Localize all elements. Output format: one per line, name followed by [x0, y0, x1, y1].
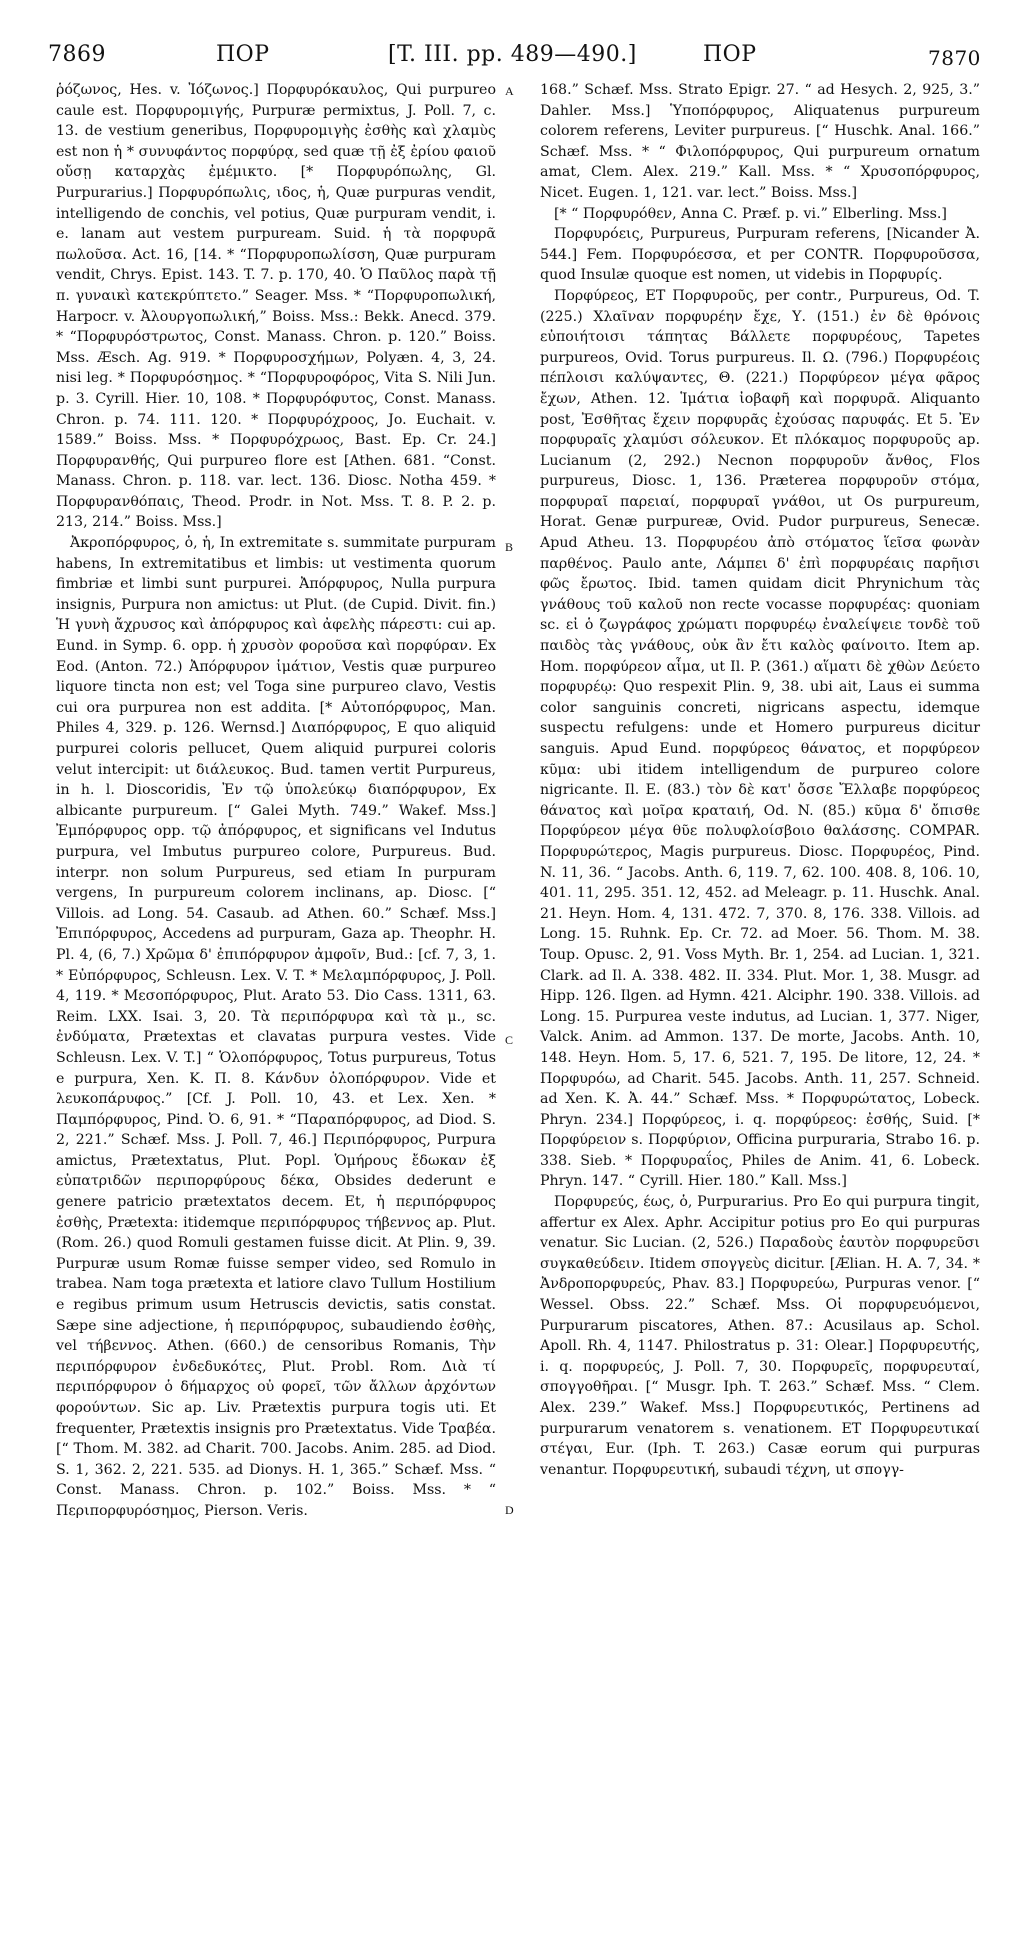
right-entry-porphyrothen: [* “ Πορφυρόθεν, Anna C. Præf. p. vi.” Elberling. Mss.]: [554, 205, 947, 222]
page-number-right: 7870: [928, 46, 981, 70]
right-entry-continuation: 168.” Schæf. Mss. Strato Epigr. 27. “ ad Hesych. 2, 925, 3.” Dahler. Mss.] Ὑποπόρφυρος, Aliquatenus purpureum colorem referens, Leviter purpureus. [“ Huschk. Anal. 166.” Schæf. Mss. * “ Φιλοπόρφυρος, Qui purpureum ornatum amat, Clem. Alex. 219.” Kall. Mss. * “ Χρυσοπόρφυρος, Nicet. Eugen. 1, 121. var. lect.” Boiss. Mss.]: [540, 82, 980, 201]
margin-letter-b: B: [505, 540, 514, 554]
right-column: [540, 80, 980, 1480]
running-header: [48, 42, 981, 76]
right-entry-porphyroeis: Πορφυρόεις, Purpureus, Purpuram referens, [Nicander Ἀ. 544.] Fem. Πορφυρόεσσα, et per CONTR. Πορφυροῦσσα, quod Insulæ quoque est nomen, ut videbis in Πορφυρίς.: [540, 226, 980, 284]
headword-right: ΠΟΡ: [703, 42, 757, 67]
volume-reference: [T. III. pp. 489—490.]: [388, 42, 637, 67]
page-number-left: 7869: [48, 42, 106, 67]
margin-letter-d: D: [505, 1503, 514, 1517]
margin-letter-c: C: [505, 1033, 514, 1047]
margin-letter-a: A: [505, 84, 514, 98]
left-column: [56, 80, 496, 1522]
left-entry-compounds: Ἀκροπόρφυρος, ὁ, ἡ, In extremitate s. summitate purpuram habens, In extremitatibus et limbis: ut vestimenta quorum fimbriæ et limbi sunt purpurei. Ἀπόρφυρος, Nulla purpura insignis, Purpura non amictus: ut Plut. (de Cupid. Divit. fin.) Ἡ γυνὴ ἄχρυσος καὶ ἀπόρφυρος καὶ ἀφελὴς πάρεστι: cui ap. Eund. in Symp. 6. opp. ἡ χρυσὸν φοροῦσα καὶ πορφύραν. Ex Eod. (Anton. 72.) Ἀπόρφυρον ἱμάτιον, Vestis quæ purpureo liquore tincta non est; vel Toga sine purpureo clavo, Vestis cui ora purpurea non est addita. [* Αὐτοπόρφυρος, Man. Philes 4, 329. p. 126. Wernsd.] Διαπόρφυρος, E quo aliquid purpurei coloris pellucet, Quem aliquid purpurei coloris velut intercipit: ut διάλευκος. Bud. tamen vertit Purpureus, in h. l. Dioscoridis, Ἐν τῷ ὑπολεύκῳ διαπόρφυρον, Ex albicante purpureum. [“ Galei Myth. 749.” Wakef. Mss.] Ἐμπόρφυρος opp. τῷ ἀπόρφυρος, et significans vel Indutus purpura, vel Imbutus purpureo colore, Purpureus. Bud. interpr. non solum Purpureus, sed etiam In purpuram vergens, In purpureum colorem inclinans, ap. Diosc. [“ Villois. ad Long. 54. Casaub. ad Athen. 60.” Schæf. Mss.] Ἐπιπόρφυρος, Accedens ad purpuram, Gaza ap. Theophr. H. Pl. 4, (6, 7.) Χρῶμα δ' ἐπιπόρφυρον ἀμφοῖν, Bud.: [cf. 7, 3, 1. * Εὐπόρφυρος, Schleusn. Lex. V. T. * Μελαμπόρφυρος, J. Poll. 4, 119. * Μεσοπόρφυρος, Plut. Arato 53. Dio Cass. 1311, 63. Reim. LXX. Isai. 3, 20. Τὰ περιπόρφυρα καὶ τὰ μ., sc. ἐνδύματα, Prætextas et clavatas purpura vestes. Vide Schleusn. Lex. V. T.] “ Ὁλοπόρφυρος, Totus purpureus, Totus e purpura, Xen. K. Π. 8. Κάνδυν ὁλοπόρφυρον. Vide et λευκοπάρυφος.” [Cf. J. Poll. 10, 43. et Lex. Xen. * Παμπόρφυρος, Pind. Ὀ. 6, 91. * “Παραπόρφυρος, ad Diod. S. 2, 221.” Schæf. Mss. J. Poll. 7, 46.] Περιπόρφυρος, Purpura amictus, Prætextatus, Plut. Popl. Ὁμήρους ἔδωκαν ἐξ εὐπατριδῶν περιπορφύρους δέκα, Obsides dederunt e genere patricio prætextatos decem. Et, ἡ περιπόρφυρος ἐσθὴς, Prætexta: itidemque περιπόρφυρος τήβεννος ap. Plut. (Rom. 26.) quod Romuli gestamen fuisse dicit. At Plin. 9, 39. Purpuræ usum Romæ fuisse semper video, sed Romulo in trabea. Nam toga prætexta et latiore clavo Tullum Hostilium e regibus primum usum Hetruscis devictis, satis constat. Sæpe sine adjectione, ἡ περιπόρφυρος, subaudiendo ἐσθὴς, vel τήβεννος. Athen. (660.) de censoribus Romanis, Τὴν περιπόρφυρον ἐνδεδυκότες, Plut. Probl. Rom. Διὰ τί περιπόρφυρον ὁ δήμαρχος οὐ φορεῖ, τῶν ἄλλων ἀρχόντων φορούντων. Sic ap. Liv. Prætextis purpura togis uti. Et frequenter, Prætextis insignis pro Prætextatus. Vide Τραβέα. [“ Thom. M. 382. ad Charit. 700. Jacobs. Anim. 285. ad Diod. S. 1, 362. 2, 221. 535. ad Dionys. H. 1, 365.” Schæf. Mss. “ Const. Manass. Chron. p. 102.” Boiss. Mss. * “ Περιπορφυρόσημος, Pierson. Veris.: [56, 535, 496, 1519]
right-entry-porphyreus: Πορφυρεύς, έως, ὁ, Purpurarius. Pro Eo qui purpura tingit, affertur ex Alex. Aphr. Accipitur potius pro Eo qui purpuras venatur. Sic Lucian. (2, 526.) Παραδοὺς ἑαυτὸν πορφυρεῦσι συγκαθεύδειν. Itidem σπογγεὺς dicitur. [Ælian. H. A. 7, 34. * Ἀνδροπορφυρεύς, Phav. 83.] Πορφυρεύω, Purpuras venor. [“ Wessel. Obss. 22.” Schæf. Mss. Οἱ πορφυρευόμενοι, Purpurarum piscatores, Athen. 87.: Acusilaus ap. Schol. Apoll. Rh. 4, 1147. Philostratus p. 31: Olear.] Πορφυρευτής, i. q. πορφυρεύς, J. Poll. 7, 30. Πορφυρεῖς, πορφυρευταί, σπογγοθῆραι. [“ Musgr. Iph. T. 263.” Schæf. Mss. “ Clem. Alex. 239.” Wakef. Mss.] Πορφυρευτικός, Pertinens ad purpurarum venatorem s. venationem. ΕΤ Πορφυρευτικαί στέγαι, Eur. (Iph. T. 263.) Casæ eorum qui purpuras venantur. Πορφυρευτική, subaudi τέχνη, ut σπογγ-: [540, 1194, 980, 1478]
headword-left: ΠΟΡ: [216, 42, 270, 67]
left-entry-porphyro: ῥόζωνος, Hes. v. Ἰόζωνος.] Πορφυρόκαυλος, Qui purpureo caule est. Πορφυρομιγής, Purpuræ permixtus, J. Poll. 7, c. 13. de vestium generibus, Πορφυρομιγὴς ἐσθὴς καὶ χλαμὺς est non ἡ * συνυφάντος πορφύρᾳ, sed quæ τῇ ἐξ ἐρίου φαιοῦ οὔσῃ καταρχὰς ἐμέμικτο. [* Πορφυρόπωλης, Gl. Purpurarius.] Πορφυρόπωλις, ιδος, ἡ, Quæ purpuras vendit, intelligendo de conchis, vel potius, Quæ purpuram vendit, i. e. lanam aut vestem purpuream. Suid. ἡ τὰ πορφυρᾶ πωλοῦσα. Act. 16, [14. * “Πορφυροπωλίσση, Quæ purpuram vendit, Chrys. Epist. 143. T. 7. p. 170, 40. Ὁ Παῦλος παρὰ τῇ π. γυναικὶ κατεκρύπτετο.” Seager. Mss. * “Πορφυροπωλική, Harpocr. v. Ἀλουργοπωλική,” Boiss. Mss.: Bekk. Anecd. 379. * “Πορφυρόστρωτος, Const. Manass. Chron. p. 120.” Boiss. Mss. Æsch. Ag. 919. * Πορφυροσχήμων, Polyæn. 4, 3, 24. nisi leg. * Πορφυρόσημος. * “Πορφυροφόρος, Vita S. Nili Jun. p. 3. Cyrill. Hier. 10, 108. * Πορφυρόφυτος, Const. Manass. Chron. p. 74. 111. 120. * Πορφυρόχροος, Jo. Euchait. v. 1589.” Boiss. Mss. * Πορφυρόχρωος, Bast. Ep. Cr. 24.] Πορφυρανθής, Qui purpureo flore est [Athen. 681. “Const. Manass. Chron. p. 118. var. lect. 136. Diosc. Notha 459. * Πορφυρανθόπαις, Theod. Prodr. in Not. Mss. T. 8. P. 2. p. 213, 214.” Boiss. Mss.]: [56, 82, 496, 531]
right-entry-porphyreos: Πορφύρεος, ΕΤ Πορφυροῦς, per contr., Purpureus, Od. T. (225.) Χλαῖναν πορφυρέην ἔχε, Υ. (151.) ἐν δὲ θρόνοις εὐποιήτοισι τάπητας Βάλλετε πορφυρέους, Tapetes purpureos, Ovid. Torus purpureus. Il. Ω. (796.) Πορφυρέοις πέπλοισι καλύψαντες, Θ. (221.) Πορφύρεον μέγα φᾶρος ἔχων, Athen. 12. Ἱμάτια ἰοβαφῆ καὶ πορφυρᾶ. Aliquanto post, Ἐσθῆτας ἔχειν πορφυρᾶς ἐχούσας παρυφάς. Et 5. Ἐν πορφυραῖς χλαμύσι σόλευκον. Et πλόκαμος πορφυροῦς ap. Lucianum (2, 292.) Necnon πορφυροῦν ἄνθος, Flos purpureus, Diosc. 1, 136. Præterea πορφυροῦν στόμα, πορφυραῖ παρειαί, πορφυραῖ γνάθοι, ut Os purpureum, Horat. Genæ purpureæ, Ovid. Pudor purpureus, Senecæ. Apud Atheu. 13. Πορφυρέου ἀπὸ στόματος ἵεῖσα φωνὰν παρθένος. Paulo ante, Λάμπει δ' ἐπὶ πορφυρέαις παρῆισι φῶς ἔρωτος. Ibid. tamen quidam dicit Phrynichum τὰς γνάθους τοῦ καλοῦ non recte vocasse πορφυρέας: quoniam sc. εἰ ὁ ζωγράφος χρώματι πορφυρέῳ ἐναλείψειε τονδὲ τοῦ παιδὸς τὰς γνάθους, οὐκ ἂν ἔτι καλὸς φαίνοιτο. Item ap. Hom. πορφύρεον αἷμα, ut Il. P. (361.) αἵματι δὲ χθὼν Δεύετο πορφυρέῳ: Quo respexit Plin. 9, 38. ubi ait, Laus ei summa color sanguinis concreti, nigricans aspectu, idemque suspectu refulgens: unde et Homero purpureus dicitur sanguis. Apud Eund. πορφύρεος θάνατος, et πορφύρεον κῦμα: ubi itidem intelligendum de purpureo colore nigricante. Il. E. (83.) τὸν δὲ κατ' ὄσσε Ἔλλαβε πορφύρεος θάνατος καὶ μοῖρα κραταιή, Od. N. (85.) κῦμα δ' ὄπισθε Πορφύρεον μέγα θῦε πολυφλοίσβοιο θαλάσσης. COMPAR. Πορφυρώτερος, Magis purpureus. Diosc. Πορφυρέος, Pind. N. 11, 36. “ Jacobs. Anth. 6, 119. 7, 62. 100. 408. 8, 106. 10, 401. 11, 295. 351. 12, 452. ad Meleagr. p. 11. Huschk. Anal. 21. Heyn. Hom. 4, 131. 472. 7, 370. 8, 176. 338. Villois. ad Long. 15. Ruhnk. Ep. Cr. 72. ad Moer. 56. Thom. M. 38. Toup. Opusc. 2, 91. Voss Myth. Br. 1, 254. ad Lucian. 1, 321. Clark. ad Il. A. 338. 482. II. 334. Plut. Mor. 1, 38. Musgr. ad Hipp. 126. Ilgen. ad Hymn. 421. Alciphr. 190. 338. Villois. ad Long. 15. Purpurea veste indutus, ad Lucian. 1, 377. Niger, Valck. Anim. ad Ammon. 137. De morte, Jacobs. Anth. 10, 148. Heyn. Hom. 5, 17. 6, 521. 7, 195. De litore, 12, 24. * Πορφυρόω, ad Charit. 545. Jacobs. Anth. 11, 257. Schneid. ad Xen. K. Ἀ. 44.” Schæf. Mss. * Πορφυρώτατος, Lobeck. Phryn. 234.] Πορφύρεος, i. q. πορφύρεος: ἐσθής, Suid. [* Πορφύρειον s. Πορφύριον, Officina purpuraria, Strabo 16. p. 338. Sieb. * Πορφυραΐος, Philes de Anim. 41, 6. Lobeck. Phryn. 147. “ Cyrill. Hier. 180.” Kall. Mss.]: [540, 287, 980, 1190]
